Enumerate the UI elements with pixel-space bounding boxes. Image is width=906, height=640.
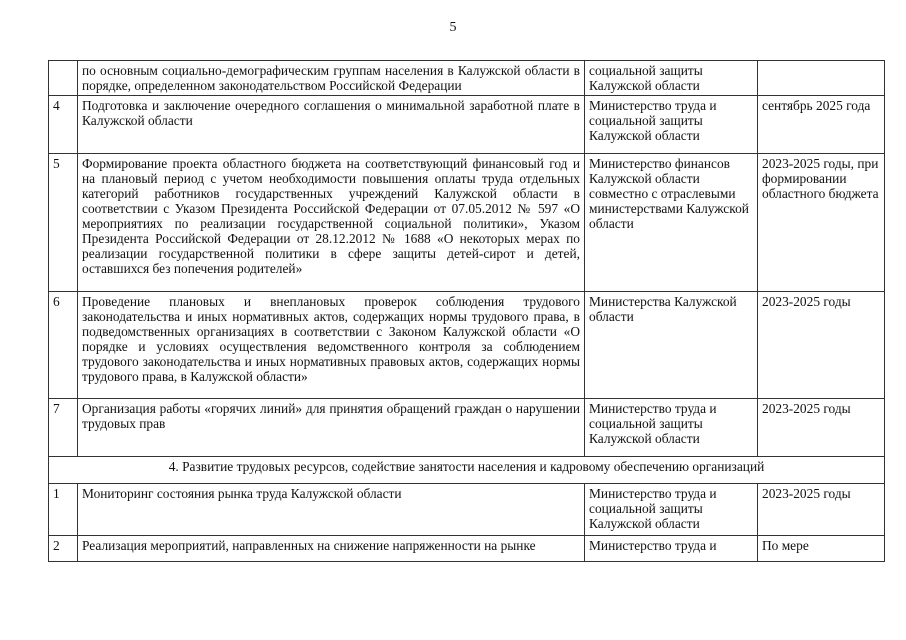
measures-table xyxy=(48,60,885,562)
measure-text: Реализация мероприятий, направленных на снижение напряженности на рынке xyxy=(78,536,585,562)
responsible-text: социальной защиты Калужской области xyxy=(585,61,758,96)
responsible-text: Министерство труда и социальной защиты Калужской области xyxy=(585,399,758,457)
row-number: 1 xyxy=(49,484,78,536)
table-row xyxy=(49,292,885,399)
measure-text: Подготовка и заключение очередного соглашения о минимальной заработной плате в Калужской области xyxy=(78,96,585,154)
table-row xyxy=(49,96,885,154)
deadline-text: По мере xyxy=(758,536,885,562)
deadline-text: 2023-2025 годы, при формировании областного бюджета xyxy=(758,154,885,292)
section-header-row xyxy=(49,457,885,484)
responsible-text: Министерство труда и социальной защиты Калужской области xyxy=(585,96,758,154)
measure-text: по основным социально-демографическим группам населения в Калужской области в порядке, определенном законодательством Российской Федерации xyxy=(78,61,585,96)
row-number: 4 xyxy=(49,96,78,154)
deadline-text xyxy=(758,61,885,96)
deadline-text: сентябрь 2025 года xyxy=(758,96,885,154)
table-row xyxy=(49,61,885,96)
responsible-text: Министерство труда и социальной защиты Калужской области xyxy=(585,484,758,536)
measure-text: Организация работы «горячих линий» для принятия обращений граждан о нарушении трудовых прав xyxy=(78,399,585,457)
table-row xyxy=(49,154,885,292)
row-number xyxy=(49,61,78,96)
deadline-text: 2023-2025 годы xyxy=(758,292,885,399)
row-number: 2 xyxy=(49,536,78,562)
responsible-text: Министерство финансов Калужской области совместно с отраслевыми министерствами Калужской области xyxy=(585,154,758,292)
page-number: 5 xyxy=(449,20,457,35)
measure-text: Проведение плановых и внеплановых проверок соблюдения трудового законодательства и иных нормативных актов, содержащих нормы трудового права, в подведомственных организациях в соответствии с Законом Калужской области «О порядке и условиях осуществления ведомственного контроля за соблюдением трудового законодательства и иных нормативных правовых актов, содержащих нормы трудового права, в Калужской области» xyxy=(78,292,585,399)
deadline-text: 2023-2025 годы xyxy=(758,399,885,457)
measure-text: Мониторинг состояния рынка труда Калужской области xyxy=(78,484,585,536)
table-row xyxy=(49,399,885,457)
measure-text: Формирование проекта областного бюджета на соответствующий финансовый год и на плановый период с учетом необходимости повышения оплаты труда отдельных категорий работников государственных учреждений Калужской области в соответствии с Указом Президента Российской Федерации от 07.05.2012 № 597 «О мероприятиях по реализации государственной социальной политики», Указом Президента Российской Федерации от 28.12.2012 № 1688 «О некоторых мерах по реализации государственной политики в сфере защиты детей-сирот и детей, оставшихся без попечения родителей» xyxy=(78,154,585,292)
row-number: 5 xyxy=(49,154,78,292)
row-number: 6 xyxy=(49,292,78,399)
table-row xyxy=(49,484,885,536)
deadline-text: 2023-2025 годы xyxy=(758,484,885,536)
table-row xyxy=(49,536,885,562)
responsible-text: Министерства Калужской области xyxy=(585,292,758,399)
section-title: 4. Развитие трудовых ресурсов, содействие занятости населения и кадровому обеспечению организаций xyxy=(49,457,885,484)
responsible-text: Министерство труда и xyxy=(585,536,758,562)
row-number: 7 xyxy=(49,399,78,457)
